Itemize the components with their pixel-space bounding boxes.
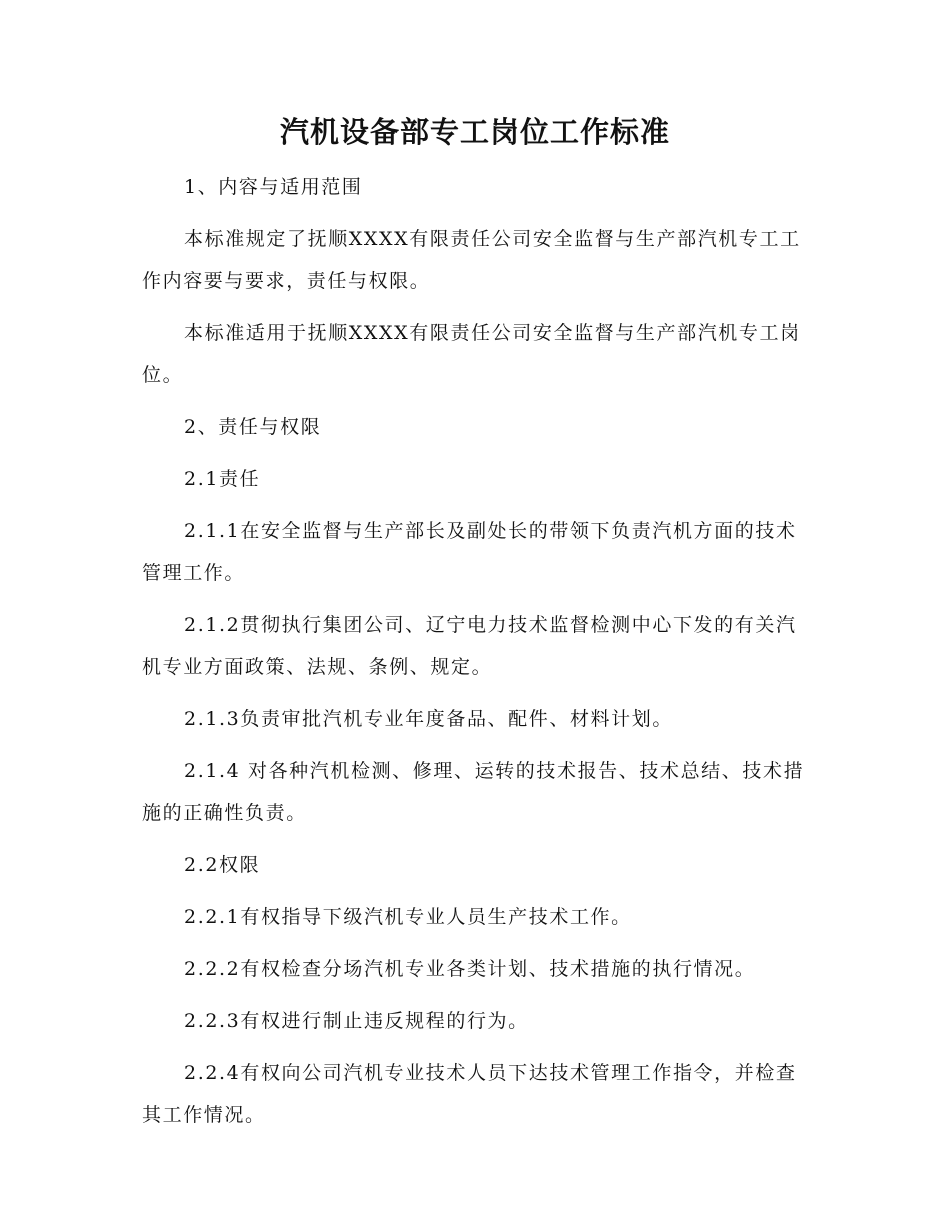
subsection-heading-responsibility: 2.1责任 — [184, 468, 261, 490]
section-heading-scope: 1、内容与适用范围 — [184, 176, 363, 198]
subsection-heading-authority: 2.2权限 — [184, 854, 261, 876]
paragraph-scope-definition: 本标准规定了抚顺XXXX有限责任公司安全监督与生产部汽机专工工作内容要与要求，责任与权限。 — [142, 228, 801, 292]
document-body — [142, 166, 812, 1146]
clause-2-1-2: 2.1.2贯彻执行集团公司、辽宁电力技术监督检测中心下发的有关汽机专业方面政策、法规、条例、规定。 — [142, 614, 797, 678]
section-heading-responsibility-authority: 2、责任与权限 — [184, 416, 322, 438]
paragraph-scope-applicability: 本标准适用于抚顺XXXX有限责任公司安全监督与生产部汽机专工岗位。 — [142, 322, 801, 386]
clause-2-2-4: 2.2.4有权向公司汽机专业技术人员下达技术管理工作指令，并检查其工作情况。 — [142, 1062, 797, 1126]
clause-2-1-4: 2.1.4 对各种汽机检测、修理、运转的技术报告、技术总结、技术措施的正确性负责。 — [142, 760, 805, 824]
clause-2-1-3: 2.1.3负责审批汽机专业年度备品、配件、材料计划。 — [184, 708, 673, 730]
document-title: 汽机设备部专工岗位工作标准 — [279, 115, 670, 149]
clause-2-2-2: 2.2.2有权检查分场汽机专业各类计划、技术措施的执行情况。 — [184, 958, 756, 980]
clause-2-2-3: 2.2.3有权进行制止违反规程的行为。 — [184, 1010, 529, 1032]
clause-2-2-1: 2.2.1有权指导下级汽机专业人员生产技术工作。 — [184, 906, 632, 928]
clause-2-1-1: 2.1.1在安全监督与生产部长及副处长的带领下负责汽机方面的技术管理工作。 — [142, 520, 797, 584]
